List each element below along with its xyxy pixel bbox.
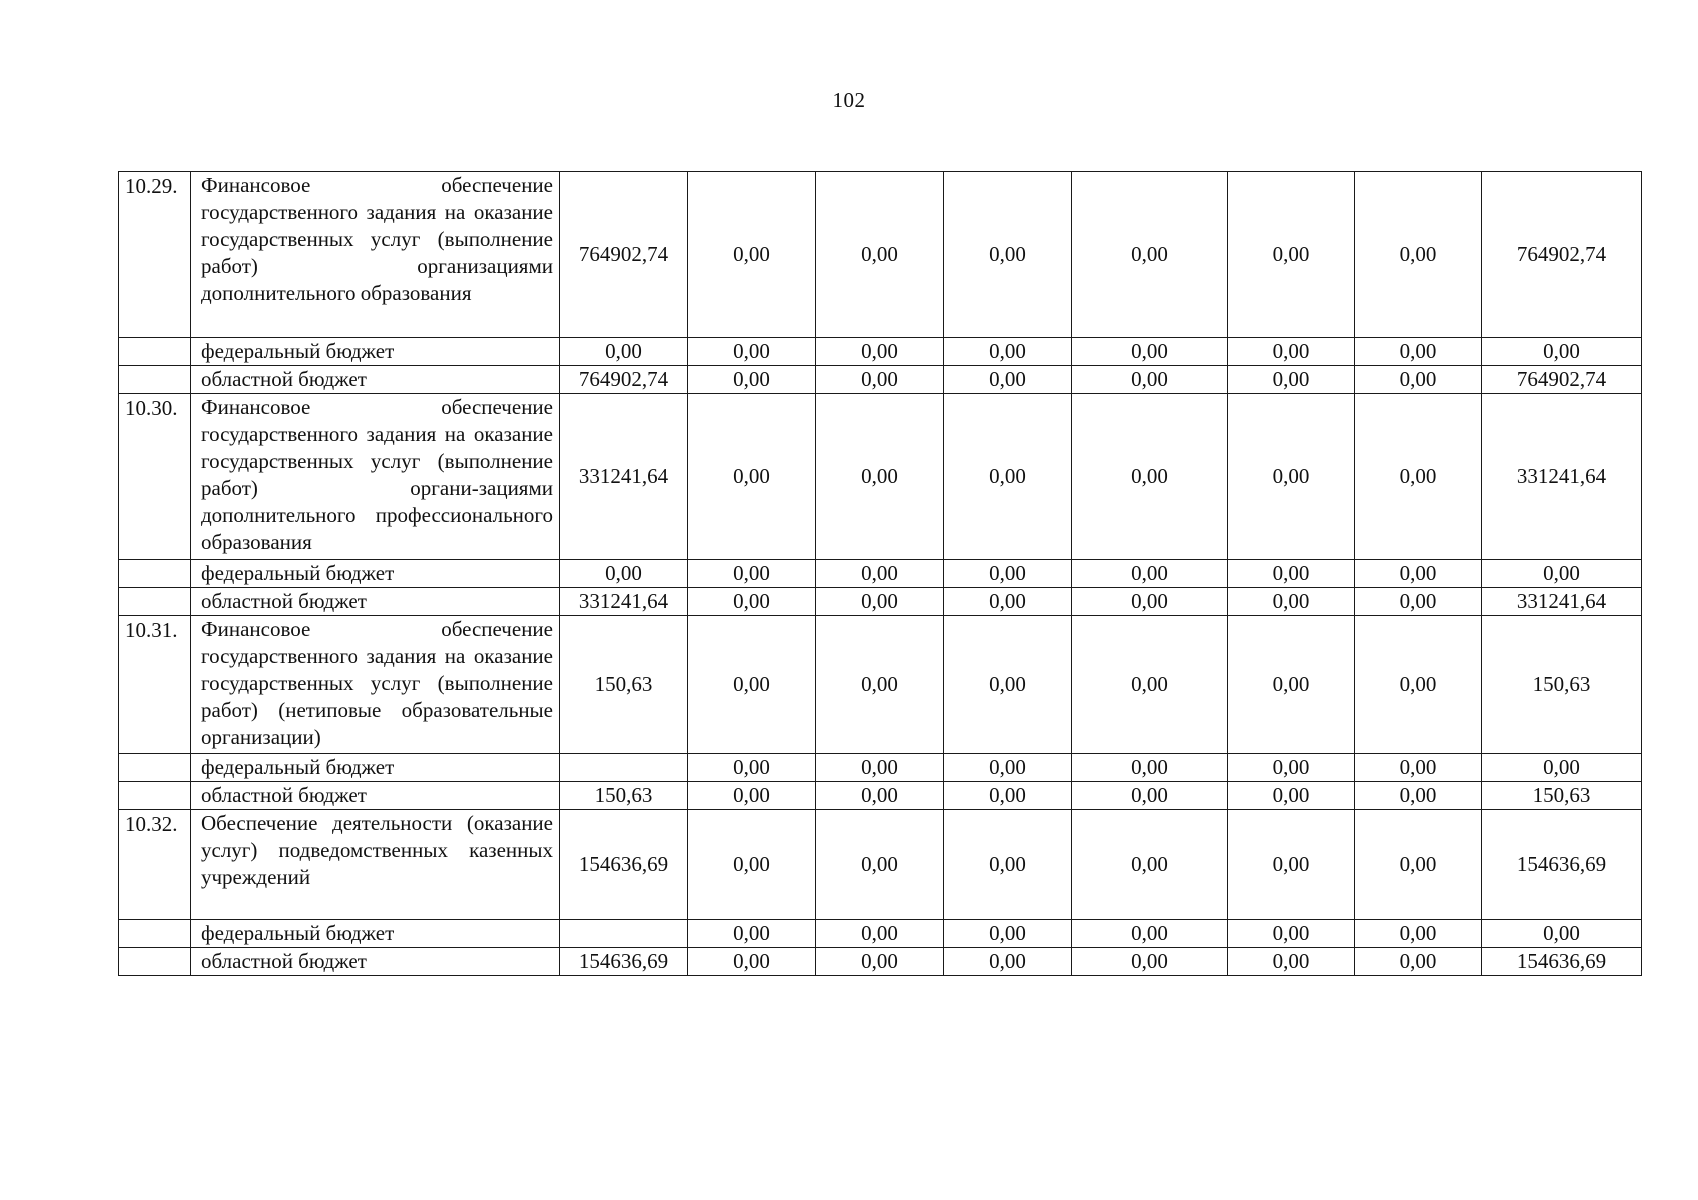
value-cell: 0,00 [688,948,816,976]
total-value: 150,63 [1482,616,1642,754]
value-cell: 0,00 [1228,754,1355,782]
value-cell: 0,00 [1072,754,1228,782]
value-cell: 0,00 [1355,920,1482,948]
empty-cell [119,366,191,394]
value-cell: 0,00 [816,948,944,976]
value-cell: 0,00 [1228,920,1355,948]
budget-label: областной бюджет [191,782,560,810]
value-cell: 0,00 [1072,782,1228,810]
value-cell: 0,00 [816,560,944,588]
value-cell: 0,00 [944,172,1072,338]
value-cell: 0,00 [688,394,816,560]
value-cell [560,754,688,782]
value-cell: 0,00 [1072,366,1228,394]
value-cell: 0,00 [944,948,1072,976]
empty-cell [119,920,191,948]
value-cell: 0,00 [816,810,944,920]
empty-cell [119,588,191,616]
value-cell: 0,00 [1355,588,1482,616]
budget-label: федеральный бюджет [191,560,560,588]
value-cell: 150,63 [560,782,688,810]
value-cell: 0,00 [1355,172,1482,338]
value-cell: 0,00 [1072,588,1228,616]
empty-cell [119,560,191,588]
value-cell: 0,00 [1228,338,1355,366]
total-value: 0,00 [1482,920,1642,948]
value-cell: 0,00 [1228,394,1355,560]
value-cell: 0,00 [688,782,816,810]
value-cell: 331241,64 [560,588,688,616]
total-value: 0,00 [1482,560,1642,588]
item-description: Обеспечение деятельности (оказание услуг) подведомственных казенных учреждений [191,810,560,920]
value-cell: 0,00 [560,338,688,366]
value-cell: 0,00 [1228,782,1355,810]
table-row [119,394,1642,560]
value-cell [560,920,688,948]
item-number: 10.31. [119,616,191,754]
budget-label: областной бюджет [191,366,560,394]
value-cell: 0,00 [1072,560,1228,588]
value-cell: 0,00 [1228,616,1355,754]
budget-table [118,171,1642,976]
table-row [119,616,1642,754]
total-value: 331241,64 [1482,394,1642,560]
value-cell: 0,00 [944,754,1072,782]
item-number: 10.32. [119,810,191,920]
value-cell: 0,00 [1355,394,1482,560]
item-description: Финансовое обеспечение государственного задания на оказание государственных услуг (выполнение работ) организациями дополнительного образования [191,172,560,338]
value-cell: 0,00 [688,616,816,754]
value-cell: 0,00 [816,920,944,948]
total-value: 764902,74 [1482,366,1642,394]
empty-cell [119,948,191,976]
value-cell: 0,00 [688,754,816,782]
value-cell: 150,63 [560,616,688,754]
value-cell: 0,00 [944,338,1072,366]
value-cell: 0,00 [944,588,1072,616]
value-cell: 0,00 [1228,810,1355,920]
value-cell: 0,00 [1355,560,1482,588]
value-cell: 0,00 [816,782,944,810]
budget-label: областной бюджет [191,588,560,616]
value-cell: 0,00 [1072,338,1228,366]
value-cell: 0,00 [1072,948,1228,976]
value-cell: 0,00 [944,394,1072,560]
value-cell: 0,00 [1355,754,1482,782]
empty-cell [119,338,191,366]
value-cell: 0,00 [1072,394,1228,560]
item-description: Финансовое обеспечение государственного задания на оказание государственных услуг (выполнение работ) (нетиповые образовательные организации) [191,616,560,754]
regional-budget-row [119,366,1642,394]
value-cell: 0,00 [1355,338,1482,366]
value-cell: 764902,74 [560,172,688,338]
value-cell: 0,00 [1355,366,1482,394]
value-cell: 0,00 [816,616,944,754]
value-cell: 0,00 [1228,172,1355,338]
total-value: 0,00 [1482,338,1642,366]
budget-label: федеральный бюджет [191,754,560,782]
value-cell: 0,00 [816,394,944,560]
regional-budget-row [119,948,1642,976]
budget-label: федеральный бюджет [191,338,560,366]
value-cell: 0,00 [688,560,816,588]
value-cell: 0,00 [688,366,816,394]
item-description: Финансовое обеспечение государственного задания на оказание государственных услуг (выполнение работ) органи-зациями дополнительного профессионального образования [191,394,560,560]
federal-budget-row [119,560,1642,588]
value-cell: 0,00 [816,366,944,394]
value-cell: 0,00 [1228,560,1355,588]
page-number: 102 [832,88,866,112]
value-cell: 0,00 [816,754,944,782]
value-cell: 154636,69 [560,948,688,976]
federal-budget-row [119,920,1642,948]
value-cell: 0,00 [1355,782,1482,810]
regional-budget-row [119,588,1642,616]
total-value: 0,00 [1482,754,1642,782]
value-cell: 0,00 [688,172,816,338]
value-cell: 0,00 [560,560,688,588]
value-cell: 0,00 [688,338,816,366]
value-cell: 0,00 [816,338,944,366]
table-body [119,172,1642,976]
value-cell: 0,00 [1072,810,1228,920]
value-cell: 0,00 [944,920,1072,948]
value-cell: 0,00 [944,366,1072,394]
value-cell: 0,00 [944,810,1072,920]
item-number: 10.30. [119,394,191,560]
budget-label: областной бюджет [191,948,560,976]
value-cell: 0,00 [1072,616,1228,754]
value-cell: 0,00 [1228,588,1355,616]
value-cell: 0,00 [816,172,944,338]
value-cell: 0,00 [944,560,1072,588]
value-cell: 0,00 [816,588,944,616]
regional-budget-row [119,782,1642,810]
value-cell: 0,00 [1072,920,1228,948]
total-value: 154636,69 [1482,810,1642,920]
value-cell: 0,00 [1072,172,1228,338]
empty-cell [119,782,191,810]
value-cell: 0,00 [1355,948,1482,976]
value-cell: 0,00 [944,616,1072,754]
item-number: 10.29. [119,172,191,338]
value-cell: 0,00 [1355,810,1482,920]
total-value: 331241,64 [1482,588,1642,616]
total-value: 154636,69 [1482,948,1642,976]
total-value: 764902,74 [1482,172,1642,338]
budget-label: федеральный бюджет [191,920,560,948]
value-cell: 0,00 [1228,948,1355,976]
value-cell: 0,00 [1228,366,1355,394]
federal-budget-row [119,754,1642,782]
value-cell: 154636,69 [560,810,688,920]
value-cell: 0,00 [1355,616,1482,754]
empty-cell [119,754,191,782]
value-cell: 764902,74 [560,366,688,394]
value-cell: 0,00 [688,588,816,616]
table-row [119,172,1642,338]
value-cell: 0,00 [688,920,816,948]
federal-budget-row [119,338,1642,366]
total-value: 150,63 [1482,782,1642,810]
table-row [119,810,1642,920]
value-cell: 0,00 [688,810,816,920]
value-cell: 0,00 [944,782,1072,810]
value-cell: 331241,64 [560,394,688,560]
